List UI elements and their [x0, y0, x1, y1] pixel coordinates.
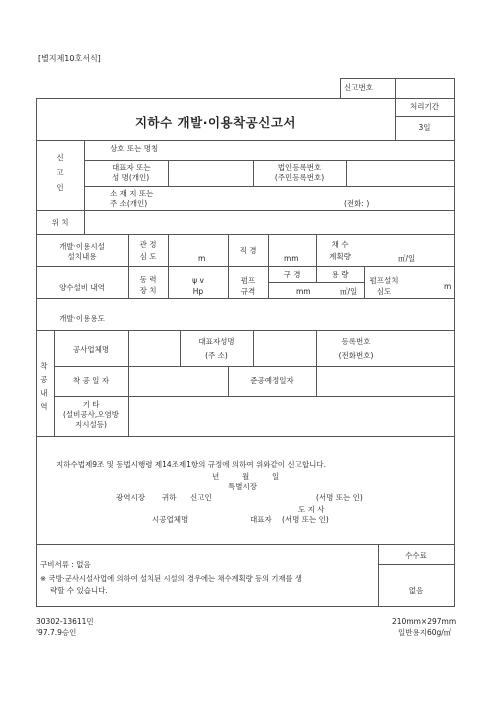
processing-period-label: 처리기간 [410, 102, 439, 111]
receipt-number-label: 신고번호 [344, 83, 373, 92]
form-border-top [36, 98, 454, 99]
extraction-unit: ㎥/일 [398, 254, 416, 263]
facility-label-2: 설치내용 [67, 252, 97, 261]
pump-inner-line [268, 282, 364, 283]
pump-spec-label-1: 펌프 [240, 276, 256, 285]
form-border-right [454, 78, 455, 607]
facility-label-1: 개발·이용시설 [59, 242, 105, 251]
start-date-label: 착 공 일 자 [72, 376, 110, 385]
contractor-reg-label-2: (전화번호) [338, 351, 374, 360]
construction-divider-6 [316, 366, 317, 396]
contractor-label: 공사업체명 [72, 345, 110, 354]
applicant-row1-line [84, 160, 454, 161]
representative-label-1: 대표자 또는 [112, 163, 151, 172]
power-unit-1: ψ v [192, 276, 204, 285]
pipe-depth-label-1: 관 정 [139, 240, 157, 249]
footer-approval: '97.7.9승인 [36, 628, 77, 637]
pipe-depth-unit: m [198, 254, 206, 263]
declaration-bottom-line [36, 544, 454, 545]
corp-reg-label-1: 법인등록번호 [277, 163, 322, 172]
facility-divider-4 [268, 234, 269, 298]
fee-value: 없음 [408, 586, 424, 595]
install-depth-unit: m [444, 282, 452, 291]
facility-bottom-line [36, 266, 454, 267]
receipt-left-border [340, 78, 341, 98]
footer-form-code: 30302-13611민 [36, 617, 94, 626]
address-label-1: 소 재 지 또는 [110, 189, 154, 198]
power-label-2: 장 치 [139, 286, 157, 295]
construction-divider-3 [253, 330, 254, 366]
receipt-divider [395, 78, 396, 98]
declaration-date-month: 월 [242, 472, 250, 481]
footer-paper-type: 일반용지60g/㎡ [398, 628, 452, 637]
location-bottom-line [36, 234, 454, 235]
contractor-rep-label-1: 대표자성명 [198, 337, 235, 346]
form-border-bottom [36, 606, 455, 607]
construction-divider-1 [128, 330, 129, 436]
applicant-row2-line [84, 186, 454, 187]
location-label-divider [84, 210, 85, 234]
usage-bottom-line [36, 330, 454, 331]
documents-note-2: 략할 수 있습니다. [50, 586, 108, 595]
usage-label: 개발·이용용도 [59, 314, 105, 323]
construction-bottom-line [36, 436, 454, 437]
construction-divider-4 [316, 330, 317, 366]
construction-row2-line [54, 396, 454, 397]
phone-label: (전화: ) [344, 199, 370, 208]
extraction-label-1: 채 수 [331, 240, 349, 249]
capacity-unit: ㎥/일 [340, 287, 358, 296]
address-label-2: 주 소(개인) [110, 199, 148, 208]
install-depth-label-1: 펌프설치 [369, 276, 399, 285]
applicant-name-divider [168, 160, 169, 186]
footer-paper-size: 210mm×297mm [392, 617, 457, 626]
extraction-label-2: 계획량 [329, 252, 351, 261]
power-label-1: 동 력 [139, 275, 157, 284]
construction-divider-2 [180, 330, 181, 366]
construction-row1-line [54, 366, 454, 367]
pump-label: 양수설비 내역 [59, 283, 105, 292]
documents-note-1: ※ 국방·군사시설사업에 의하여 설치된 시설의 경우에는 채수계획량 등의 기재를 생 [40, 574, 302, 583]
pump-spec-label-2: 규격 [240, 287, 256, 296]
other-label-3: 지시설등) [75, 420, 107, 429]
processing-period-value: 3일 [418, 123, 431, 132]
capacity-label: 용 량 [331, 270, 349, 279]
declaration-city: 특별시장 [228, 482, 257, 491]
power-unit-2: Hp [192, 287, 204, 296]
other-label-2: (설비공사,오염방 [62, 410, 120, 419]
declaration-metro-mayor: 광역시장 [116, 493, 145, 502]
company-name-label: 상호 또는 명칭 [110, 144, 159, 153]
construction-section-label: 착공내역 [39, 362, 49, 416]
declarant-label: 신고인 [190, 493, 212, 502]
other-label-1: 기 타 [82, 400, 100, 409]
applicant-bottom-line [36, 210, 454, 211]
bore-unit: mm [296, 287, 311, 296]
form-border-top-receipt [340, 78, 454, 79]
applicant-reg-divider-right [346, 160, 347, 186]
declarant-signature: (서명 또는 인) [316, 493, 363, 502]
applicant-section-label: 신고인 [56, 153, 64, 192]
title-bottom-line [36, 140, 454, 141]
representative-label-2: 성 명(개인) [112, 173, 150, 182]
pipe-depth-label-2: 심 도 [139, 252, 157, 261]
contractor-name-label: 시공업체명 [152, 515, 189, 524]
contractor-rep-label-2: (주 소) [205, 351, 228, 360]
declaration-date-day: 일 [272, 472, 280, 481]
applicant-label-divider [84, 140, 85, 210]
bore-label: 구 경 [283, 270, 301, 279]
pump-bottom-line [36, 298, 454, 299]
declaration-addressee: 귀하 [162, 493, 177, 502]
install-depth-label-2: 심도 [376, 287, 392, 296]
corp-reg-label-2: (주민등록번호) [274, 173, 325, 182]
contractor-reg-label-1: 등록번호 [341, 337, 371, 346]
processing-label-line [395, 116, 454, 117]
location-label: 위 치 [51, 218, 69, 227]
declaration-province: 도 지 사 [298, 505, 325, 514]
form-number: [별지제10호서식] [38, 54, 101, 63]
contractor-signature: (서명 또는 인) [282, 515, 329, 524]
fee-label: 수수료 [405, 551, 427, 560]
documents-label: 구비서류 : 없음 [40, 560, 91, 569]
diameter-unit: mm [284, 254, 299, 263]
declaration-date-year: 년 [212, 472, 220, 481]
declaration-text: 지하수법제9조 및 동법시행령 제14조제1항의 규정에 의하여 위와같이 신고합니다. [56, 460, 326, 469]
completion-date-label: 준공예정일자 [250, 376, 294, 385]
diameter-label: 직 경 [239, 246, 257, 255]
fee-label-line [378, 564, 454, 565]
form-title: 지하수 개발·이용착공신고서 [134, 115, 296, 130]
contractor-representative-label: 대표자 [250, 515, 272, 524]
